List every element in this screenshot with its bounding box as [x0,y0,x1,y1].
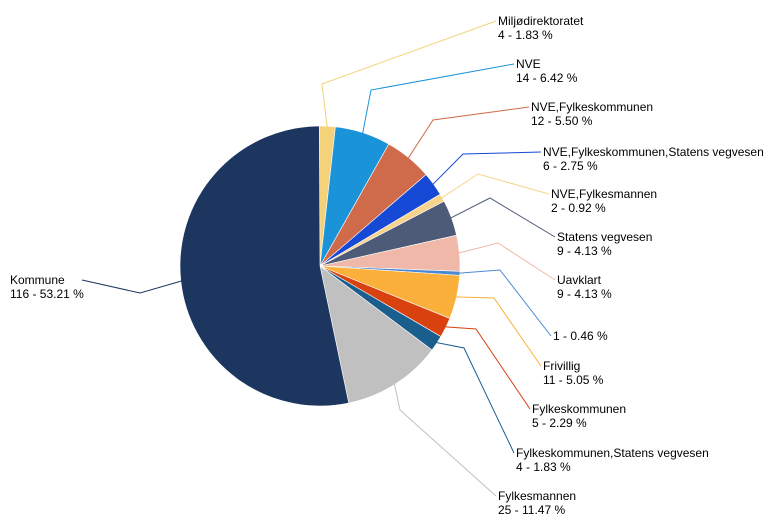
slice-label-miljødirektoratet-0: Miljødirektoratet [498,14,584,28]
slice-value-nve-1: 14 - 6.42 % [516,71,578,85]
leader-line-nve-fylkesmannen-4 [441,174,550,199]
leader-line-nve-fylkeskommunen-2 [408,107,530,159]
slice-label-statens-vegvesen-5: Statens vegvesen [557,230,653,244]
slice-value-unlabeled-7: 1 - 0.46 % [553,329,608,343]
leader-line-fylkesmannen-11 [394,382,496,496]
slice-value-frivillig-8: 11 - 5.05 % [543,373,604,387]
slice-value-kommune-12: 116 - 53.21 % [10,287,84,301]
slice-label-fylkesmannen-11: Fylkesmannen [498,489,577,503]
slice-label-nve-fylkesmannen-4: NVE,Fylkesmannen [551,187,658,201]
leader-line-nve-1 [362,64,514,135]
slice-label-fylkeskommunen-statens-vegvesen-10: Fylkeskommunen,Statens vegvesen [516,446,709,460]
slice-label-nve-fylkeskommunen-statens-vegvesen-3: NVE,Fylkeskommunen,Statens vegvesen [543,145,764,159]
slice-value-statens-vegvesen-5: 9 - 4.13 % [557,244,612,258]
slice-value-nve-fylkesmannen-4: 2 - 0.92 % [551,201,606,215]
slice-value-miljødirektoratet-0: 4 - 1.83 % [498,28,553,42]
slice-label-nve-fylkeskommunen-2: NVE,Fylkeskommunen [531,100,654,114]
leader-line-kommune-12 [82,280,183,293]
leader-line-uavklart-6 [457,243,555,280]
slice-label-uavklart-6: Uavklart [557,273,602,287]
slice-value-fylkeskommunen-statens-vegvesen-10: 4 - 1.83 % [516,460,571,474]
leader-line-unlabeled-7 [458,270,551,336]
leader-line-miljødirektoratet-0 [322,21,496,128]
slice-value-fylkesmannen-11: 25 - 11.47 % [498,503,566,517]
slice-value-nve-fylkeskommunen-2: 12 - 5.50 % [531,114,593,128]
slice-label-kommune-12: Kommune [10,273,65,287]
slice-label-frivillig-8: Frivillig [543,359,581,373]
slice-label-nve-1: NVE [516,57,541,71]
slice-value-nve-fylkeskommunen-statens-vegvesen-3: 6 - 2.75 % [543,159,598,173]
leader-line-fylkeskommunen-statens-vegvesen-10 [435,342,514,453]
leader-line-statens-vegvesen-5 [450,198,555,237]
pie-slices [180,126,460,406]
slice-value-fylkeskommunen-9: 5 - 2.29 % [532,416,587,430]
leader-line-nve-fylkeskommunen-statens-vegvesen-3 [432,152,541,185]
slice-value-uavklart-6: 9 - 4.13 % [557,287,612,301]
slice-label-fylkeskommunen-9: Fylkeskommunen [532,402,627,416]
